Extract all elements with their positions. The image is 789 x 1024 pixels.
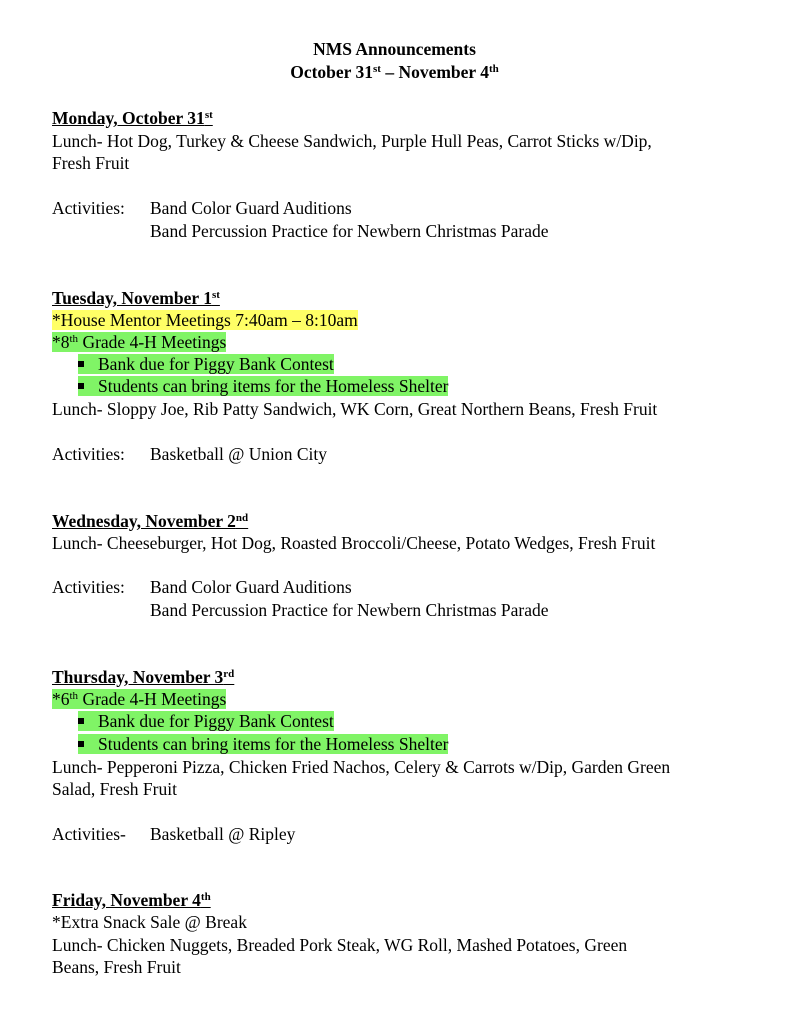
wednesday-heading: Wednesday, November 2nd [52,511,249,531]
friday-lunch-line-1: Lunch- Chicken Nuggets, Breaded Pork Steak, WG Roll, Mashed Potatoes, Green [52,935,628,955]
friday-heading: Friday, November 4th [52,890,211,910]
tuesday-note-4h: *8th Grade 4-H Meetings [52,332,227,352]
tuesday-note-house-mentor: *House Mentor Meetings 7:40am – 8:10am [52,310,358,330]
thursday-activity: Basketball @ Ripley [150,824,296,844]
wednesday-activity: Band Color Guard Auditions [150,577,352,597]
wednesday-lunch: Lunch- Cheeseburger, Hot Dog, Roasted Broccoli/Cheese, Potato Wedges, Fresh Fruit [52,533,656,553]
tuesday-lunch: Lunch- Sloppy Joe, Rib Patty Sandwich, WK Corn, Great Northern Beans, Fresh Fruit [52,399,658,419]
wednesday-activity: Band Percussion Practice for Newbern Christmas Parade [150,600,549,620]
thursday-lunch-line-1: Lunch- Pepperoni Pizza, Chicken Fried Nachos, Celery & Carrots w/Dip, Garden Green [52,757,671,777]
thursday-bullet: Bank due for Piggy Bank Contest [78,710,334,732]
tuesday-bullet: Bank due for Piggy Bank Contest [78,353,334,375]
monday-activities-label: Activities: [52,198,125,218]
thursday-heading: Thursday, November 3rd [52,667,235,687]
thursday-activities-label: Activities- [52,824,126,844]
thursday-lunch-line-2: Salad, Fresh Fruit [52,779,177,799]
bullet-icon [78,718,84,724]
thursday-bullet: Students can bring items for the Homeless Shelter [78,733,448,755]
document-title: NMS Announcements [313,39,476,59]
monday-lunch-line-1: Lunch- Hot Dog, Turkey & Cheese Sandwich, Purple Hull Peas, Carrot Sticks w/Dip, [52,131,652,151]
bullet-icon [78,383,84,389]
tuesday-heading: Tuesday, November 1st [52,288,220,308]
date-range: October 31st – November 4th [290,62,499,82]
monday-activity: Band Color Guard Auditions [150,198,352,218]
friday-lunch-line-2: Beans, Fresh Fruit [52,957,181,977]
tuesday-activity: Basketball @ Union City [150,444,328,464]
monday-heading: Monday, October 31st [52,108,213,128]
bullet-icon [78,741,84,747]
tuesday-bullet: Students can bring items for the Homeless Shelter [78,375,448,397]
wednesday-activities-label: Activities: [52,577,125,597]
monday-lunch-line-2: Fresh Fruit [52,153,130,173]
monday-activity: Band Percussion Practice for Newbern Christmas Parade [150,221,549,241]
thursday-note-4h: *6th Grade 4-H Meetings [52,689,227,709]
tuesday-activities-label: Activities: [52,444,125,464]
bullet-icon [78,361,84,367]
friday-note-snack-sale: *Extra Snack Sale @ Break [52,912,247,932]
